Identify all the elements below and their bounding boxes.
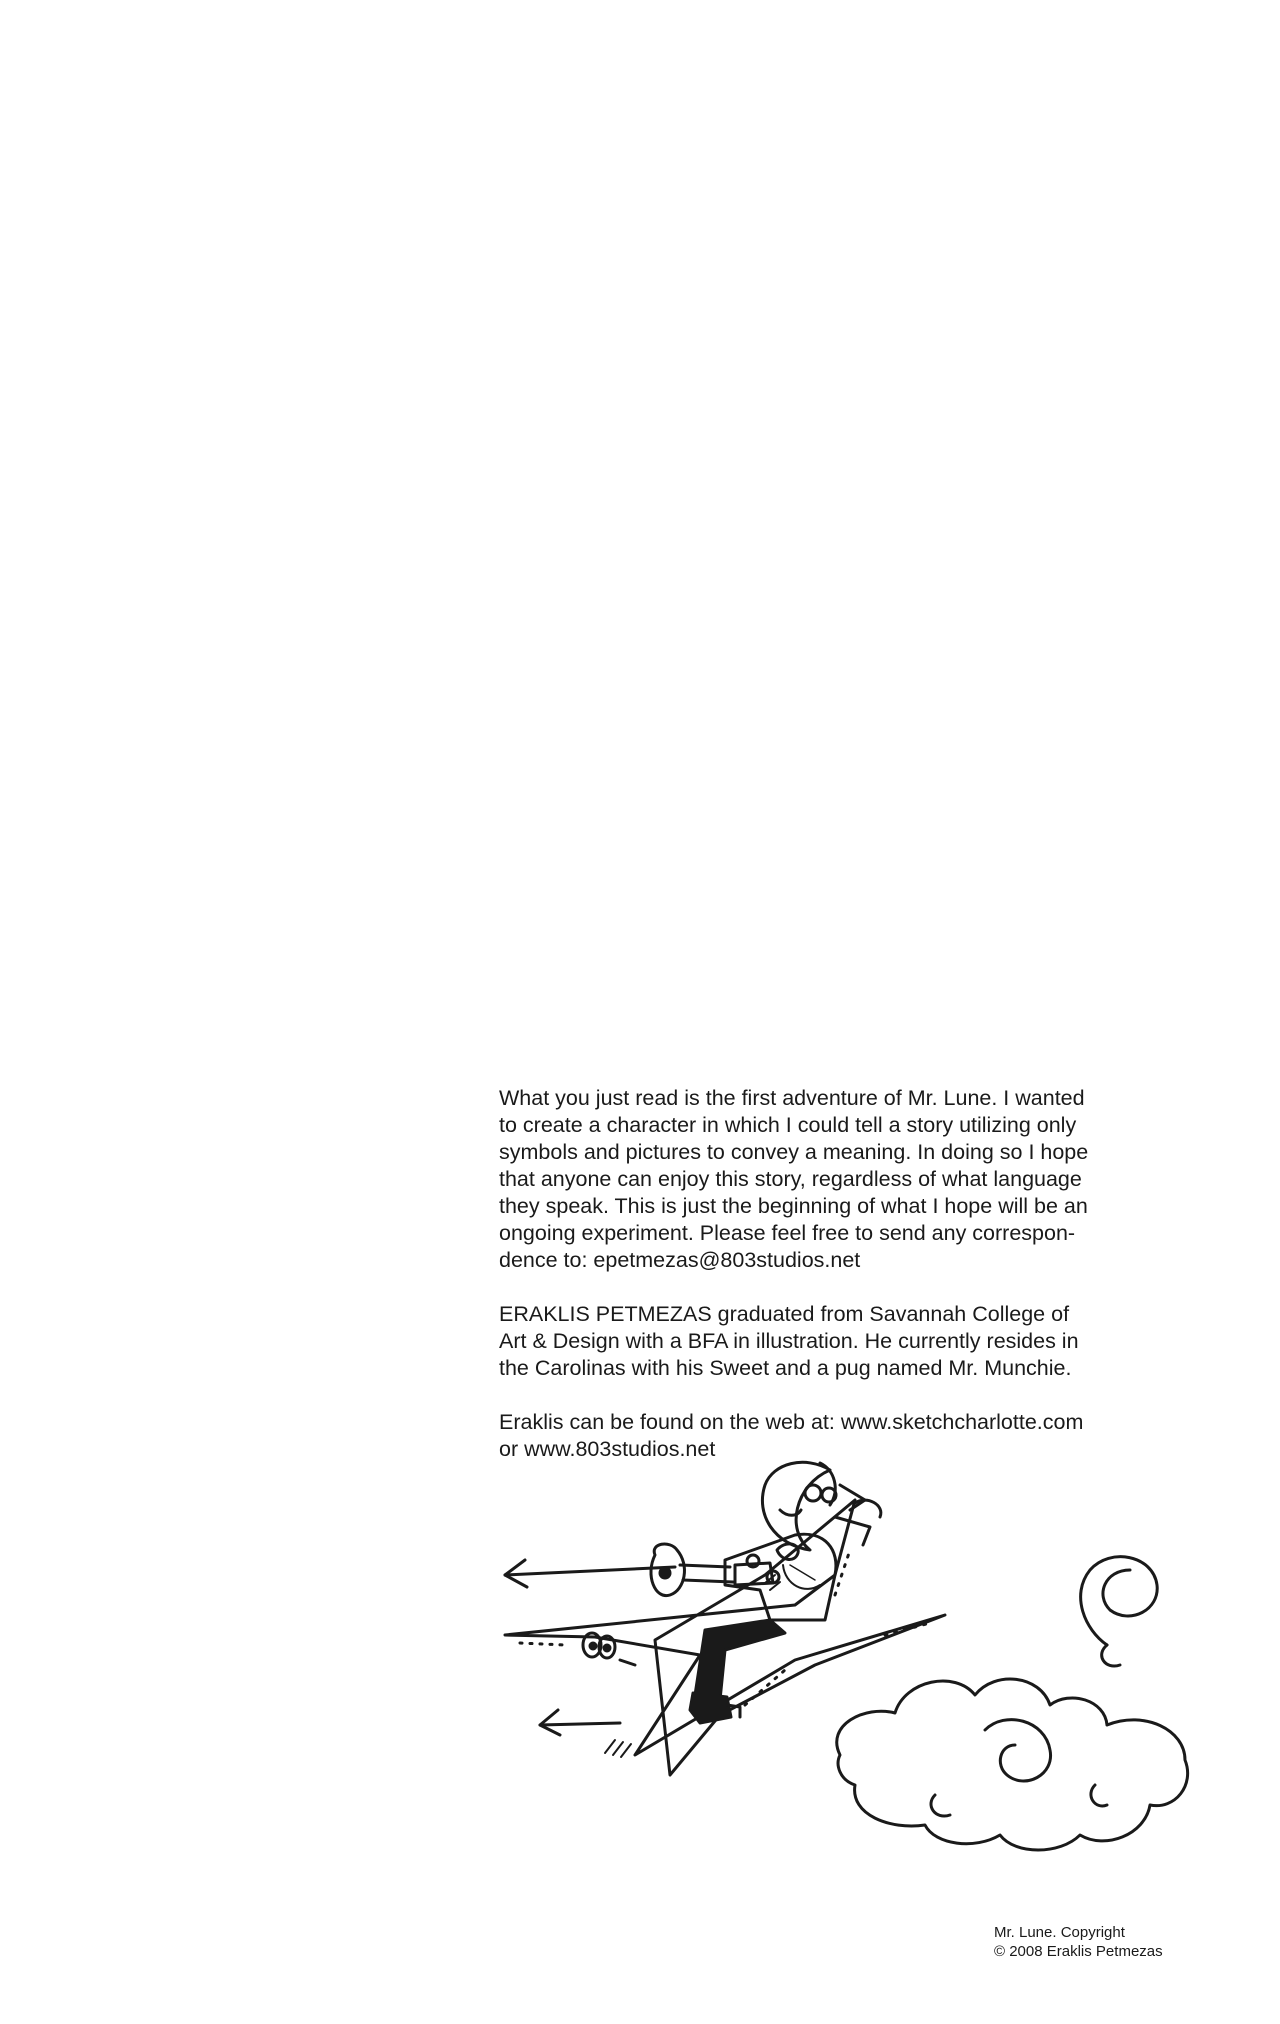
mr-lune-riding-star-icon — [495, 1455, 1200, 1860]
copyright-notice — [994, 1923, 1194, 1961]
afterword-paragraph-bio: ERAKLIS PETMEZAS graduated from Savannah College of Art & Design with a BFA in illustration. He currently resides in the Carolinas with his Sweet and a pug named Mr. Munchie. — [499, 1302, 1079, 1380]
cloud-shape — [837, 1679, 1188, 1850]
motion-arrow-bottom — [540, 1723, 620, 1725]
afterword-paragraph-web: Eraklis can be found on the web at: www.sketchcharlotte.com or www.803studios.net — [499, 1410, 1084, 1461]
copyright-line-year: © 2008 Eraklis Petmezas — [994, 1943, 1163, 1960]
afterword-paragraph-intro: What you just read is the first adventure of Mr. Lune. I wanted to create a character in which I could tell a story utilizing only symbols and pictures to convey a meaning. In doing so I hope that anyone can enjoy this story, regardless of what language they speak. This is just the beginning of what I hope will be an ongoing experiment. Please feel free to send any correspon- dence to: epetmezas@803studios.net — [499, 1086, 1089, 1272]
afterword-text — [499, 1085, 1119, 1490]
copyright-line-title: Mr. Lune. Copyright — [994, 1924, 1125, 1941]
